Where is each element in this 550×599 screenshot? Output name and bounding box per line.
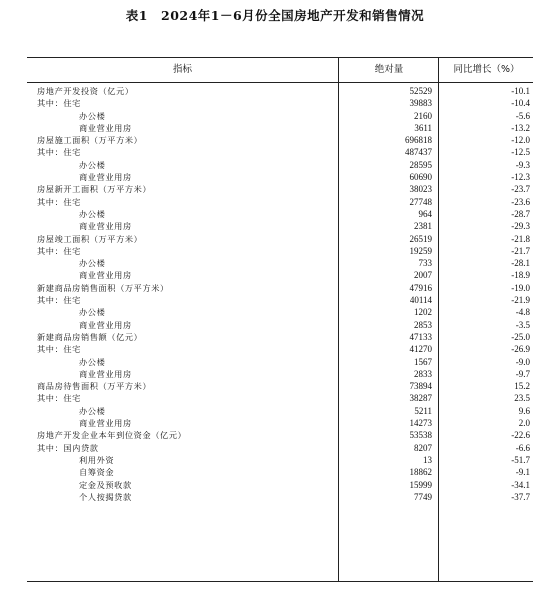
row-value: 52529 [409,86,432,96]
row-change: -28.7 [511,208,530,219]
row-value: 2160 [414,110,432,121]
table-row [27,85,533,97]
row-value: 38023 [409,184,432,195]
table-row [27,392,533,404]
row-label: 其中：住宅 [37,344,81,355]
row-label: 其中：住宅 [37,393,81,404]
table-row [27,220,533,232]
row-change: 2.0 [518,418,530,429]
row-value: 18862 [409,467,432,478]
row-label: 房地产开发投资（亿元） [37,86,134,96]
table-row [27,466,533,478]
row-value: 60690 [409,172,432,183]
row-change: -19.0 [511,282,530,293]
row-change: -37.7 [511,491,530,502]
table-row [27,257,533,269]
table-row [27,454,533,466]
row-value: 7749 [414,491,432,502]
table-title: 表1 2024年1－6月份全国房地产开发和销售情况 [125,8,425,23]
row-change: -26.9 [511,344,530,355]
row-label: 办公楼 [79,159,106,170]
row-label: 商品房待售面积（万平方米） [37,381,152,392]
row-change: -29.3 [511,221,530,232]
row-value: 964 [418,208,432,219]
row-value: 47133 [409,331,432,342]
table-row [27,233,533,245]
row-label: 房屋施工面积（万平方米） [37,135,143,146]
table-row [27,171,533,183]
row-label: 商业营业用房 [79,172,132,183]
table-row [27,122,533,134]
header-yoy: 同比增长（%） [438,58,534,82]
table-row [27,97,533,109]
table-row [27,319,533,331]
row-value: 47916 [409,282,432,293]
row-label: 办公楼 [79,356,106,367]
row-change: -5.6 [515,110,530,121]
row-change: -51.7 [511,454,530,465]
row-change: -12.0 [511,135,530,146]
row-change: 23.5 [514,393,530,404]
row-label: 商业营业用房 [79,270,132,281]
row-value: 28595 [409,159,432,170]
row-change: -9.7 [515,368,530,379]
table-row [27,331,533,343]
row-label: 利用外资 [79,454,115,465]
row-label: 个人按揭贷款 [79,491,132,502]
table-body [27,85,533,503]
data-table [27,57,533,582]
table-row [27,417,533,429]
row-label: 其中：住宅 [37,245,81,256]
row-label: 办公楼 [79,208,106,219]
table-row [27,134,533,146]
table-row [27,245,533,257]
row-change: -9.0 [515,356,530,367]
table-row [27,269,533,281]
table-header [27,58,533,83]
table-row [27,282,533,294]
row-change: -18.9 [511,270,530,281]
row-label: 新建商品房销售额（亿元） [37,331,143,342]
row-value: 3611 [414,122,432,133]
row-value: 27748 [409,196,432,207]
row-change: -10.4 [511,98,530,109]
row-value: 733 [418,258,432,269]
row-label: 房地产开发企业本年到位资金（亿元） [37,430,187,441]
row-label: 商业营业用房 [79,221,132,232]
row-change: -34.1 [511,479,530,490]
row-change: -12.5 [511,147,530,158]
row-value: 2833 [414,368,432,379]
row-change: -13.2 [511,122,530,133]
row-change: -10.1 [511,86,530,96]
row-value: 15999 [409,479,432,490]
row-value: 26519 [409,233,432,244]
table-row [27,380,533,392]
row-value: 38287 [409,393,432,404]
table-row [27,159,533,171]
row-change: -25.0 [511,331,530,342]
row-label: 办公楼 [79,258,106,269]
row-value: 2381 [414,221,432,232]
row-label: 其中：国内贷款 [37,442,99,453]
header-absolute: 绝对量 [338,58,439,82]
row-value: 2007 [414,270,432,281]
table-row [27,356,533,368]
table-row [27,294,533,306]
row-label: 新建商品房销售面积（万平方米） [37,282,169,293]
table-row [27,343,533,355]
row-value: 1202 [414,307,432,318]
row-change: -21.9 [511,295,530,306]
row-label: 定金及预收款 [79,479,132,490]
row-label: 自筹资金 [79,467,115,478]
row-label: 商业营业用房 [79,122,132,133]
table-row [27,429,533,441]
row-label: 办公楼 [79,405,106,416]
row-change: -12.3 [511,172,530,183]
row-change: -4.8 [515,307,530,318]
table-row [27,405,533,417]
row-value: 8207 [414,442,432,453]
table-row [27,368,533,380]
table-row [27,110,533,122]
row-label: 办公楼 [79,307,106,318]
row-change: 9.6 [518,405,530,416]
row-value: 2853 [414,319,432,330]
table-row [27,442,533,454]
row-change: -21.8 [511,233,530,244]
row-change: -23.7 [511,184,530,195]
table-row [27,183,533,195]
row-label: 房屋竣工面积（万平方米） [37,233,143,244]
row-label: 其中：住宅 [37,147,81,158]
header-indicator: 指标 [172,64,192,75]
row-label: 其中：住宅 [37,295,81,306]
table-row [27,196,533,208]
row-value: 41270 [409,344,432,355]
row-label: 其中：住宅 [37,98,81,109]
row-value: 696818 [405,135,432,146]
table-row [27,146,533,158]
row-label: 商业营业用房 [79,319,132,330]
table-row [27,306,533,318]
row-change: -9.1 [515,467,530,478]
table-row [27,479,533,491]
row-change: -21.7 [511,245,530,256]
row-change: -6.6 [515,442,530,453]
table-row [27,208,533,220]
row-change: -28.1 [511,258,530,269]
row-value: 1567 [414,356,432,367]
row-value: 13 [423,454,432,465]
row-value: 39883 [409,98,432,109]
row-label: 办公楼 [79,110,106,121]
row-change: -22.6 [511,430,530,441]
row-value: 53538 [409,430,432,441]
row-change: 15.2 [514,381,530,392]
row-change: -23.6 [511,196,530,207]
row-value: 487437 [405,147,432,158]
row-value: 14273 [409,418,432,429]
row-value: 40114 [409,295,432,306]
row-label: 其中：住宅 [37,196,81,207]
row-change: -9.3 [515,159,530,170]
row-label: 商业营业用房 [79,418,132,429]
row-change: -3.5 [515,319,530,330]
row-value: 5211 [414,405,432,416]
row-value: 73894 [409,381,432,392]
row-value: 19259 [409,245,432,256]
table-row [27,491,533,503]
row-label: 房屋新开工面积（万平方米） [37,184,152,195]
row-label: 商业营业用房 [79,368,132,379]
